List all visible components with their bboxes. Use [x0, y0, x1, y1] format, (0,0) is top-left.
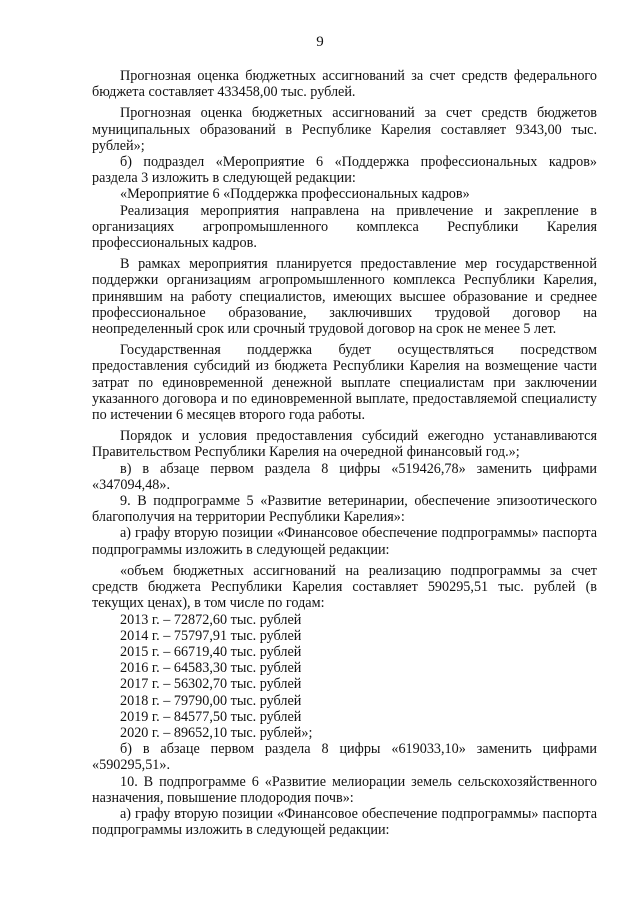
- year-amount-item: 2013 г. – 72872,60 тыс. рублей: [120, 611, 302, 628]
- paragraph: а) графу вторую позиции «Финансовое обеспечение подпрограммы» паспорта подпрограммы изложить в следующей редакции:: [92, 525, 597, 558]
- paragraph: 9. В подпрограмме 5 «Развитие ветеринарии, обеспечение эпизоотического благополучия на территории Республики Карелия»:: [92, 493, 597, 526]
- paragraph: Порядок и условия предоставления субсидий ежегодно устанавливаются Правительством Республики Карелия на очередной финансовый год.»;: [92, 428, 597, 461]
- paragraph: б) подраздел «Мероприятие 6 «Поддержка профессиональных кадров» раздела 3 изложить в следующей редакции:: [92, 154, 597, 187]
- paragraph: «Мероприятие 6 «Поддержка профессиональных кадров»: [120, 186, 470, 203]
- paragraph: 10. В подпрограмме 6 «Развитие мелиорации земель сельскохозяйственного назначения, повышение плодородия почв»:: [92, 773, 597, 806]
- paragraphs-after: [92, 741, 597, 838]
- paragraph: «объем бюджетных ассигнований на реализацию подпрограммы за счет средств бюджета Республики Карелия составляет 590295,51 тыс. рублей (в текущих ценах), в том числе по годам:: [92, 562, 597, 612]
- paragraphs-before: [92, 68, 597, 612]
- paragraph: Государственная поддержка будет осуществляться посредством предоставления субсидий из бюджета Республики Карелия на возмещение части затрат по единовременной денежной выплате специалистам при заключении указанного договора и по единовременной выплате, предоставляемой специалисту по истечении 6 месяцев второго года работы.: [92, 342, 597, 424]
- paragraph: Прогнозная оценка бюджетных ассигнований за счет средств федерального бюджета составляет 433458,00 тыс. рублей.: [92, 68, 597, 101]
- paragraph: В рамках мероприятия планируется предоставление мер государственной поддержки организациям агропромышленного комплекса Республики Карелия, принявшим на работу специалистов, имеющих высшее образование и среднее профессиональное образование, заключивших трудовой договор на неопределенный срок или срочный трудовой договор на срок не менее 5 лет.: [92, 256, 597, 338]
- paragraph: Реализация мероприятия направлена на привлечение и закрепление в организациях агропромышленного комплекса Республики Карелия профессиональных кадров.: [92, 202, 597, 252]
- year-amount-item: 2020 г. – 89652,10 тыс. рублей»;: [120, 724, 313, 741]
- document-body: [92, 68, 597, 838]
- year-amount-item: 2019 г. – 84577,50 тыс. рублей: [120, 708, 302, 725]
- yearly-amounts-list: [92, 612, 597, 742]
- year-amount-item: 2018 г. – 79790,00 тыс. рублей: [120, 692, 302, 709]
- page-number: 9: [316, 34, 324, 50]
- year-amount-item: 2016 г. – 64583,30 тыс. рублей: [120, 660, 302, 677]
- year-amount-item: 2017 г. – 56302,70 тыс. рублей: [120, 676, 302, 693]
- paragraph: а) графу вторую позиции «Финансовое обеспечение подпрограммы» паспорта подпрограммы изложить в следующей редакции:: [92, 805, 597, 839]
- paragraph: Прогнозная оценка бюджетных ассигнований за счет средств бюджетов муниципальных образований в Республике Карелия составляет 9343,00 тыс. рублей»;: [92, 105, 597, 154]
- year-amount-item: 2014 г. – 75797,91 тыс. рублей: [120, 627, 302, 644]
- paragraph: в) в абзаце первом раздела 8 цифры «519426,78» заменить цифрами «347094,48».: [92, 460, 597, 493]
- year-amount-item: 2015 г. – 66719,40 тыс. рублей: [120, 643, 302, 660]
- paragraph: б) в абзаце первом раздела 8 цифры «619033,10» заменить цифрами «590295,51».: [92, 741, 597, 774]
